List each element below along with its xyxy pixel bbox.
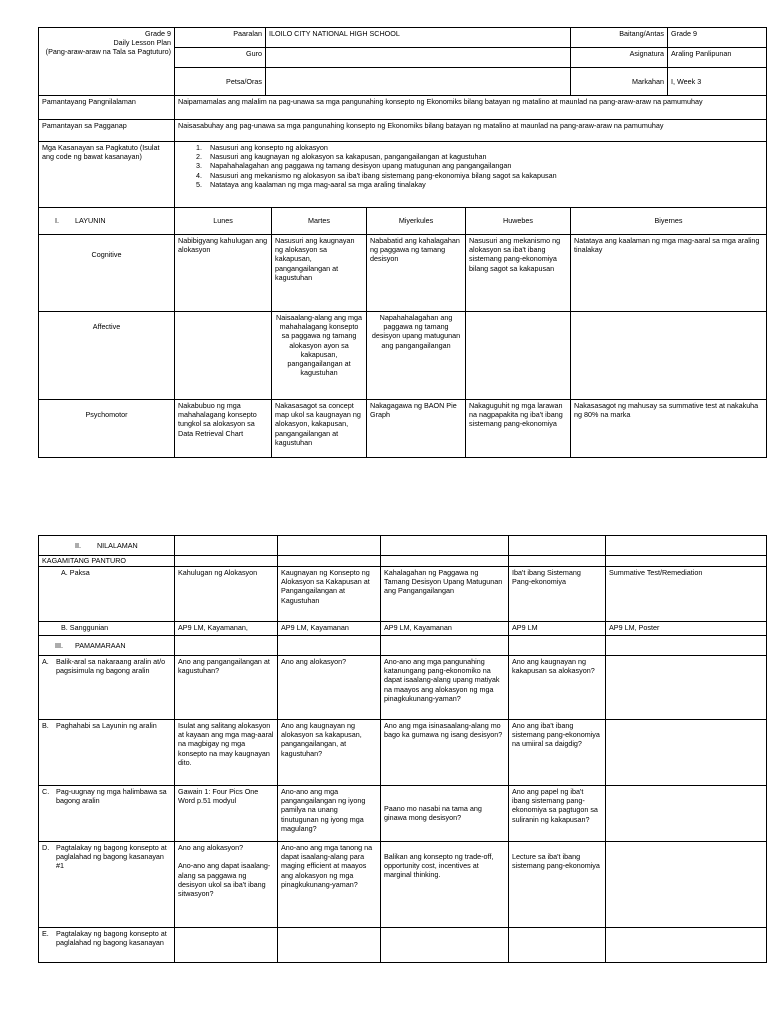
- quarter-value: I, Week 3: [668, 68, 767, 96]
- objective-cell: [571, 312, 767, 400]
- teacher-label: Guro: [175, 48, 266, 68]
- empty-cell: [175, 636, 278, 656]
- procedure-label: B. Paghahabi sa Layunin ng aralin: [39, 720, 175, 786]
- procedure-cell: Ano ang mga isinasaalang-alang mo bago ka gumawa ng isang desisyon?: [381, 720, 509, 786]
- procedure-cell: [381, 928, 509, 963]
- subject-label: Asignatura: [571, 48, 668, 68]
- reference-cell: AP9 LM, Poster: [606, 622, 767, 636]
- objective-cell: Nakasasagot ng mahusay sa summative test at nakakuha ng 80% na marka: [571, 400, 767, 458]
- empty-cell: [278, 556, 381, 567]
- procedure-cell: [606, 656, 767, 720]
- procedure-cell: Ano ang alokasyon? Ano-ano ang dapat isaalang-alang sa paggawa ng desisyon ukol sa iba't ibang sitwasyon?: [175, 842, 278, 928]
- day-header-wednesday: Miyerkules: [367, 208, 466, 235]
- objective-cell: Natataya ang kaalaman ng mga mag-aaral sa mga araling tinalakay: [571, 235, 767, 312]
- procedure-cell: Ano ang iba't ibang sistemang pang-ekonomiya na umiiral sa daigdig?: [509, 720, 606, 786]
- procedure-cell: Isulat ang salitang alokasyon at kayaan ang mga mag-aaral na magbigay ng mga konsepto na may kaugnayan dito.: [175, 720, 278, 786]
- performance-standard-label: Pamantayan sa Pagganap: [39, 120, 175, 142]
- topic-cell: Summative Test/Remediation: [606, 567, 767, 622]
- competency-list-cell: [175, 142, 767, 208]
- procedure-label: D. Pagtalakay ng bagong konsepto at paglalahad ng bagong kasanayan #1: [39, 842, 175, 928]
- procedure-cell: Ano ang kaugnayan ng alokasyon sa kakapusan, pangangailangan, at kagustuhan?: [278, 720, 381, 786]
- procedure-cell: Ano ang kaugnayan ng kakapusan sa alokasyon?: [509, 656, 606, 720]
- reference-cell: AP9 LM, Kayamanan: [381, 622, 509, 636]
- teacher-value: [266, 48, 571, 68]
- procedure-cell: Gawain 1: Four Pics One Word p.51 modyul: [175, 786, 278, 842]
- content-standard-value: Naipamamalas ang malalim na pag-unawa sa mga pangunahing konsepto ng Ekonomiks bilang batayan ng matalino at maunlad na pang-araw-araw na pamumuhay: [175, 96, 767, 120]
- procedure-cell: [175, 928, 278, 963]
- objective-cell: Nasusuri ang kaugnayan ng alokasyon sa kakapusan, pangangailangan at kagustuhan: [272, 235, 367, 312]
- empty-cell: [606, 556, 767, 567]
- procedure-cell: Paano mo nasabi na tama ang ginawa mong desisyon?: [381, 786, 509, 842]
- empty-cell: [606, 636, 767, 656]
- procedure-label: A. Balik-aral sa nakaraang aralin at/o pagsisimula ng bagong aralin: [39, 656, 175, 720]
- objective-label-cognitive: Cognitive: [39, 235, 175, 312]
- objective-label-affective: Affective: [39, 312, 175, 400]
- empty-cell: [509, 536, 606, 556]
- competency-item: 4. Nasusuri ang mekanismo ng alokasyon sa iba't ibang sistemang pang-ekonomiya bilang sagot sa kakapusan: [196, 170, 557, 180]
- reference-label: B. Sanggunian: [39, 622, 175, 636]
- subject-value: Araling Panlipunan: [668, 48, 767, 68]
- objective-cell: Nabibigyang kahulugan ang alokasyon: [175, 235, 272, 312]
- procedure-cell: Ano ang pangangailangan at kagustuhan?: [175, 656, 278, 720]
- topic-label: A. Paksa: [39, 567, 175, 622]
- procedure-heading: III. PAMAMARAAN: [39, 636, 175, 656]
- procedure-cell: Balikan ang konsepto ng trade-off, opportunity cost, incentives at marginal thinking.: [381, 842, 509, 928]
- materials-heading: KAGAMITANG PANTURO: [39, 556, 175, 567]
- empty-cell: [509, 556, 606, 567]
- topic-cell: Kahulugan ng Alokasyon: [175, 567, 278, 622]
- empty-cell: [381, 636, 509, 656]
- school-label: Paaralan: [175, 28, 266, 48]
- dlp-subtitle: (Pang-araw-araw na Tala sa Pagtuturo): [45, 47, 171, 57]
- procedure-cell: [606, 842, 767, 928]
- competency-item: 2. Nasusuri ang kaugnayan ng alokasyon sa kakapusan, pangangailangan at kagustuhan: [196, 152, 487, 162]
- procedure-cell: [606, 786, 767, 842]
- school-value: ILOILO CITY NATIONAL HIGH SCHOOL: [266, 28, 571, 48]
- competency-label: Mga Kasanayan sa Pagkatuto (Isulat ang code ng bawat kasanayan): [39, 142, 175, 208]
- topic-cell: Iba't ibang Sistemang Pang-ekonomiya: [509, 567, 606, 622]
- lesson-plan-table-1: [38, 27, 767, 458]
- dlp-header-cell: [39, 28, 175, 96]
- objective-cell: Nakagagawa ng BAON Pie Graph: [367, 400, 466, 458]
- objective-label-psychomotor: Psychomotor: [39, 400, 175, 458]
- competency-item: 1. Nasusuri ang konsepto ng alokasyon: [196, 143, 328, 152]
- empty-cell: [381, 556, 509, 567]
- objective-cell: Napahahalagahan ang paggawa ng tamang desisyon upang matugunan ang pangangailangan: [367, 312, 466, 400]
- procedure-cell: [509, 928, 606, 963]
- procedure-cell: Lecture sa iba't ibang sistemang pang-ekonomiya: [509, 842, 606, 928]
- empty-cell: [278, 536, 381, 556]
- procedure-cell: [606, 720, 767, 786]
- reference-cell: AP9 LM, Kayamanan: [278, 622, 381, 636]
- performance-standard-value: Naisasabuhay ang pag-unawa sa mga pangunahing konsepto ng Ekonomiks bilang batayan ng matalino at maunlad na pang-araw-araw na pamumuhay: [175, 120, 767, 142]
- procedure-label: C. Pag-uugnay ng mga halimbawa sa bagong aralin: [39, 786, 175, 842]
- objectives-heading: I. LAYUNIN: [39, 208, 175, 235]
- topic-cell: Kaugnayan ng Konsepto ng Alokasyon sa Kakapusan at Pangangailangan at Kagustuhan: [278, 567, 381, 622]
- objective-cell: Nababatid ang kahalagahan ng paggawa ng tamang desisyon: [367, 235, 466, 312]
- level-value: Grade 9: [668, 28, 767, 48]
- day-header-thursday: Huwebes: [466, 208, 571, 235]
- objective-cell: [175, 312, 272, 400]
- day-header-tuesday: Martes: [272, 208, 367, 235]
- reference-cell: AP9 LM: [509, 622, 606, 636]
- level-label: Baitang/Antas: [571, 28, 668, 48]
- objective-cell: [466, 312, 571, 400]
- competency-item: 5. Natataya ang kaalaman ng mga mag-aaral sa mga araling tinalakay: [196, 179, 426, 189]
- competency-item: 3. Napahahalagahan ang paggawa ng tamang desisyon upang matugunan ang pangangailangan: [196, 161, 512, 171]
- day-header-monday: Lunes: [175, 208, 272, 235]
- procedure-cell: [606, 928, 767, 963]
- objective-cell: Nakabubuo ng mga mahahalagang konsepto tungkol sa alokasyon sa Data Retrieval Chart: [175, 400, 272, 458]
- objective-cell: Nasusuri ang mekanismo ng alokasyon sa iba't ibang sistemang pang-ekonomiya bilang sagot sa kakapusan: [466, 235, 571, 312]
- empty-cell: [175, 556, 278, 567]
- procedure-label: E. Pagtalakay ng bagong konsepto at paglalahad ng bagong kasanayan: [39, 928, 175, 963]
- topic-cell: Kahalagahan ng Paggawa ng Tamang Desisyon Upang Matugunan ang Pangangailangan: [381, 567, 509, 622]
- empty-cell: [606, 536, 767, 556]
- procedure-cell: [278, 928, 381, 963]
- procedure-cell: Ano-ano ang mga pangangailangan ng iyong pamilya na unang tinutugunan ng iyong mga magulang?: [278, 786, 381, 842]
- objective-cell: Nakasasagot sa concept map ukol sa kaugnayan ng alokasyon, kakapusan, pangangailangan at kagustuhan: [272, 400, 367, 458]
- procedure-cell: Ano-ano ang mga pangunahing katanungang pang-ekonomiko na dapat isaalang-alang upang matiyak na maayos ang alokasyon ng mga pinagkukunang-yaman?: [381, 656, 509, 720]
- procedure-cell: Ano ang papel ng iba't ibang sistemang pang-ekonomiya sa pagtugon sa suliranin ng kakapusan?: [509, 786, 606, 842]
- empty-cell: [509, 636, 606, 656]
- content-heading: II. NILALAMAN: [39, 536, 175, 556]
- dlp-title: Daily Lesson Plan: [113, 38, 171, 48]
- competency-list: [178, 143, 763, 189]
- empty-cell: [175, 536, 278, 556]
- content-standard-label: Pamantayang Pangnilalaman: [39, 96, 175, 120]
- grade-label: Grade 9: [145, 29, 171, 38]
- empty-cell: [381, 536, 509, 556]
- objective-cell: Naisaalang-alang ang mga mahahalagang konsepto sa paggawa ng tamang alokasyon ayon sa kakapusan, pangangailangan at kagustuhan: [272, 312, 367, 400]
- day-header-friday: Biyernes: [571, 208, 767, 235]
- procedure-cell: Ano-ano ang mga tanong na dapat isaalang-alang para maging efficient at maayos ang alokasyon ng mga pinagkukunang-yaman?: [278, 842, 381, 928]
- empty-cell: [278, 636, 381, 656]
- date-value: [266, 68, 571, 96]
- objective-cell: Nakaguguhit ng mga larawan na nagpapakita ng iba't ibang sistemang pang-ekonomiya: [466, 400, 571, 458]
- quarter-label: Markahan: [571, 68, 668, 96]
- lesson-plan-table-2: [38, 535, 767, 963]
- procedure-cell: Ano ang alokasyon?: [278, 656, 381, 720]
- date-label: Petsa/Oras: [175, 68, 266, 96]
- reference-cell: AP9 LM, Kayamanan,: [175, 622, 278, 636]
